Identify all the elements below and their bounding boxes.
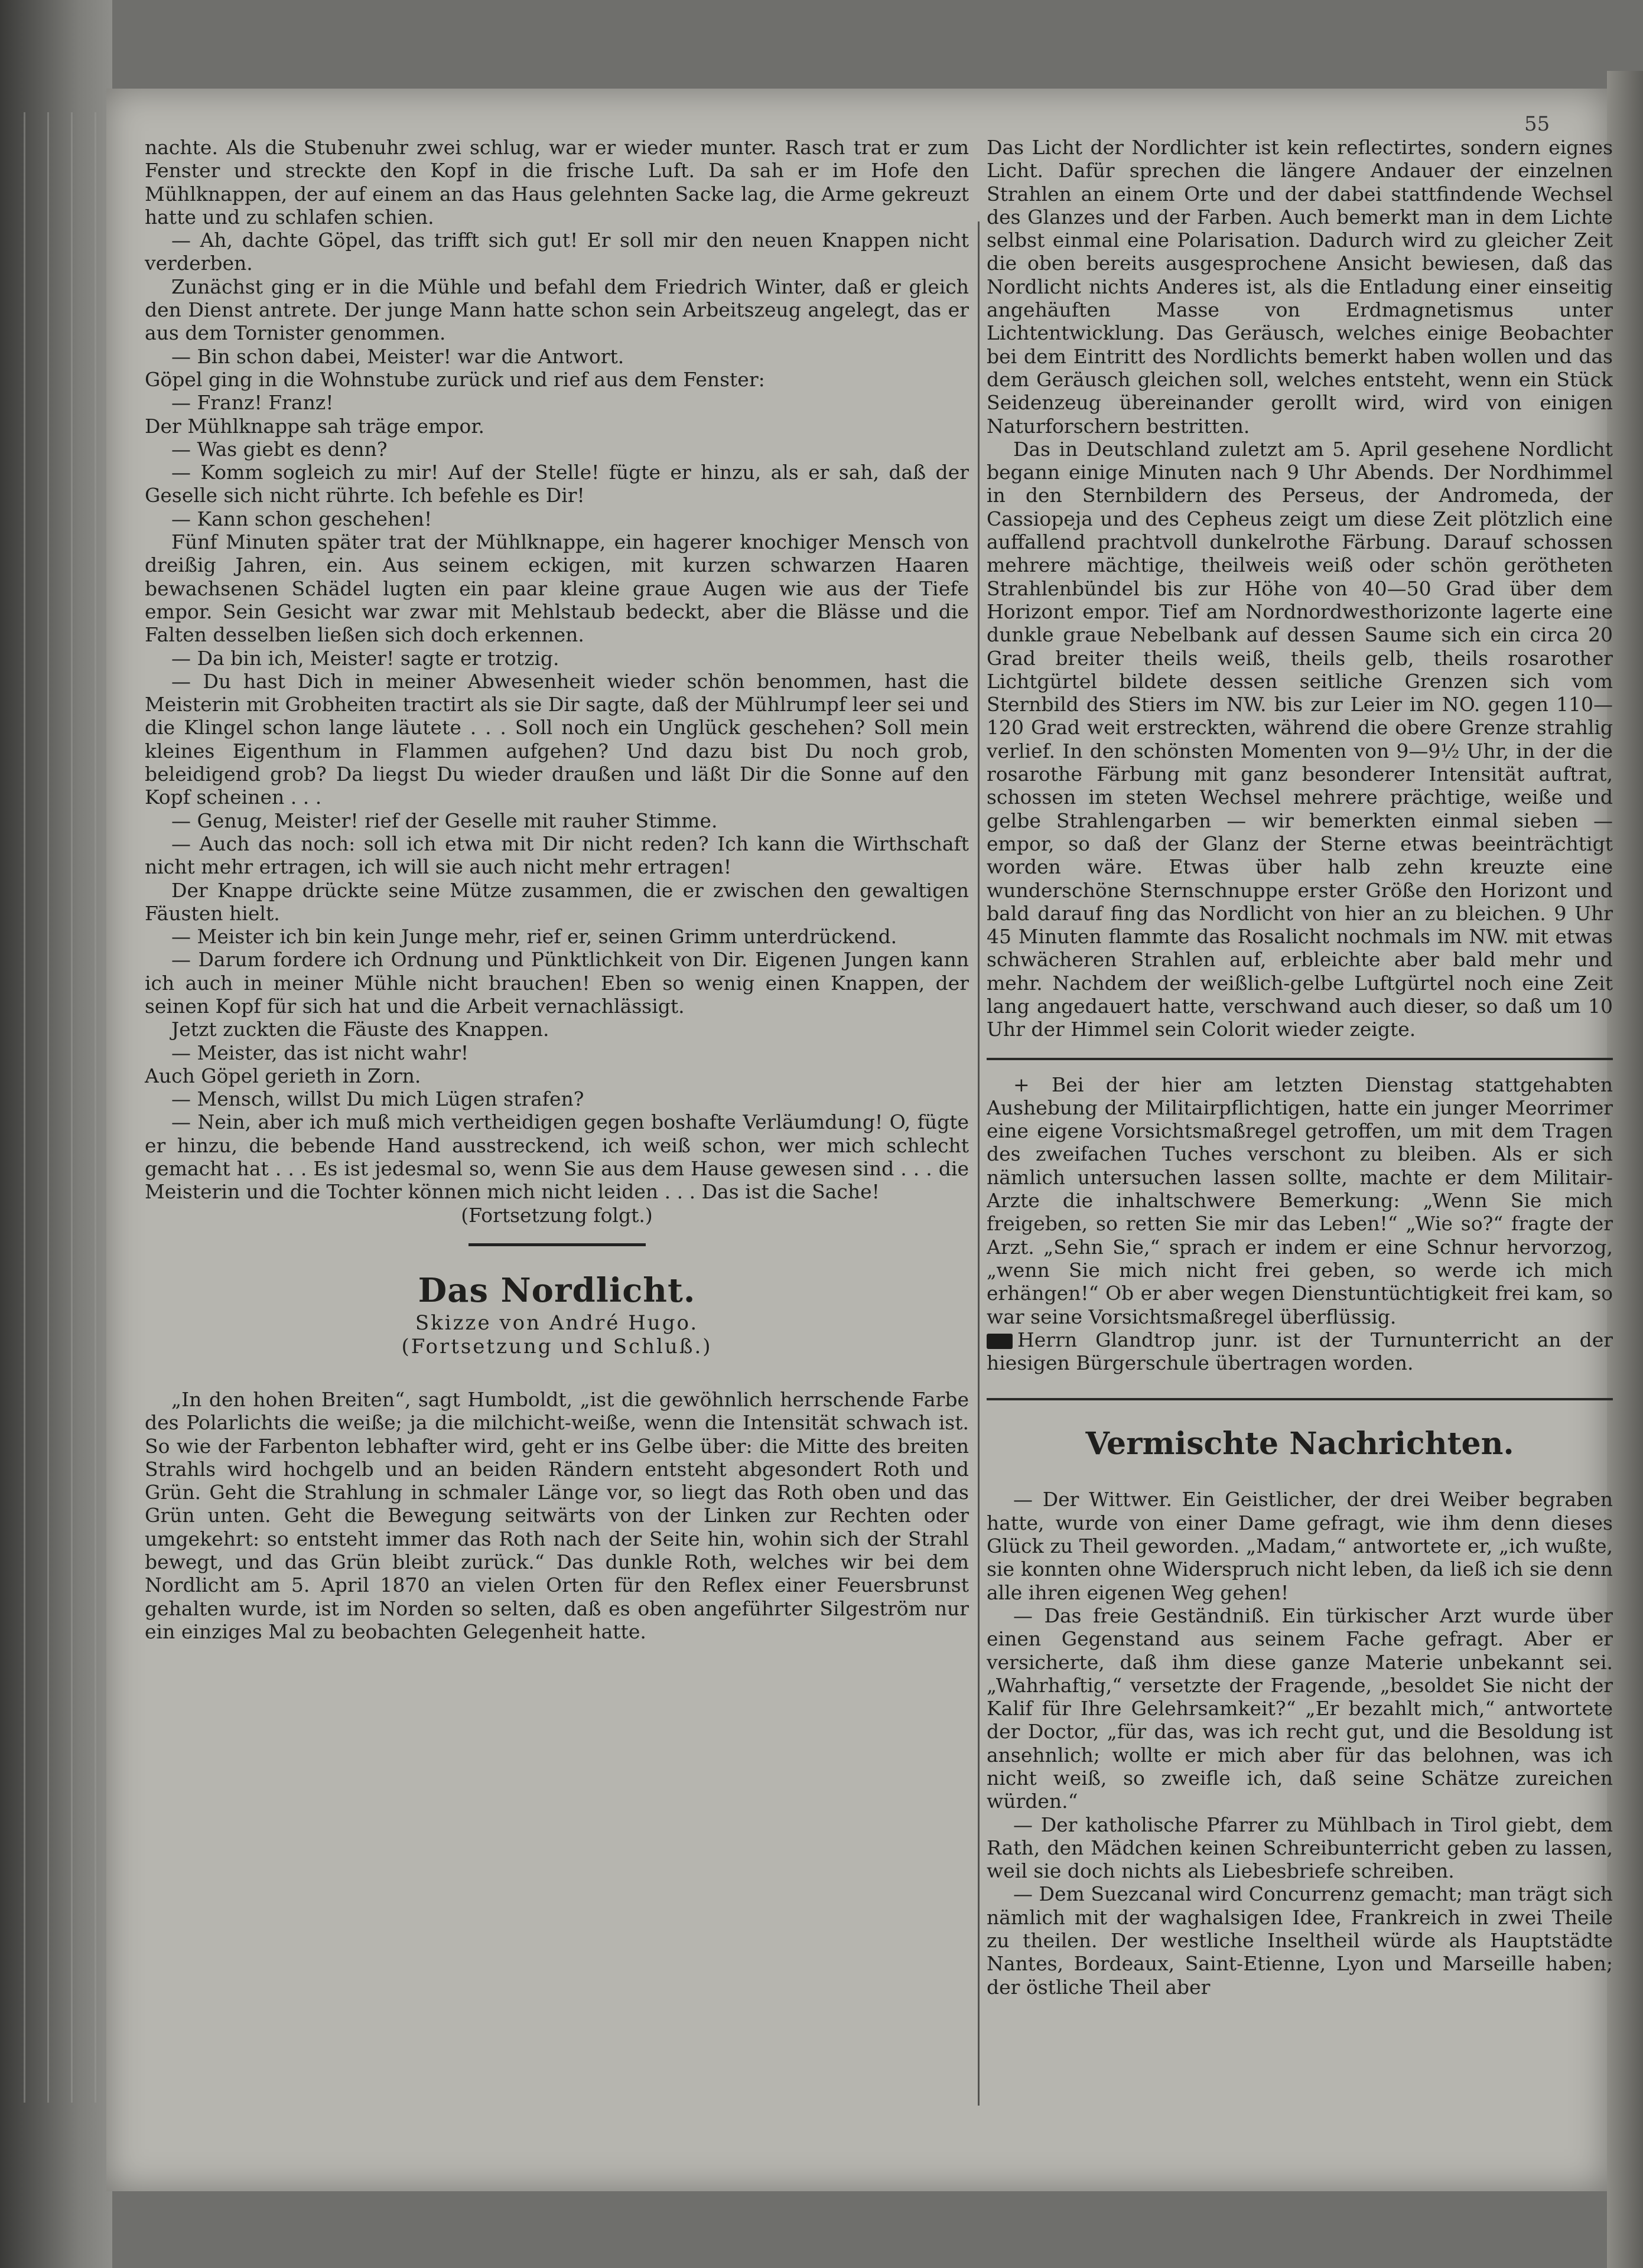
story-paragraph: — Auch das noch: soll ich etwa mit Dir nicht reden? Ich kann die Wirthschaft nicht mehr ertragen, ich will sie auch nicht mehr ertragen! xyxy=(145,832,969,879)
misc-news-item: — Dem Suezcanal wird Concurrenz gemacht; man trägt sich nämlich mit der waghalsigen Idee, Frankreich in zwei Theile zu theilen. Der westliche Inseltheil würde als Hauptstädte Nantes, Bordeaux, Saint-Etienne, Lyon und Marseille haben; der östliche Theil aber xyxy=(987,1882,1613,1999)
story-paragraph: Fünf Minuten später trat der Mühlknappe, ein hagerer knochiger Mensch von dreißig Jahren, ein. Aus seinem eckigen, mit kurzen schwarzen Haaren bewachsenen Schädel lugten ein paar kleine graue Augen wie aus der Tiefe empor. Sein Gesicht war zwar mit Mehlstaub bedeckt, aber die Blässe und die Falten desselben ließen sich doch erkennen. xyxy=(145,530,969,647)
story-paragraph: — Kann schon geschehen! xyxy=(171,507,432,530)
story-paragraph: — Darum fordere ich Ordnung und Pünktlichkeit von Dir. Eigenen Jungen kann ich auch in meiner Mühle nicht brauchen! Eben so wenig einen Knappen, der seinen Kopf für sich hat und die Arbeit vernachlässigt. xyxy=(145,948,969,1018)
story-paragraph: Zunächst ging er in die Mühle und befahl dem Friedrich Winter, daß er gleich den Dienst antrete. Der junge Mann hatte schon sein Arbeitszeug angelegt, das er aus dem Tornister genommen. xyxy=(145,275,969,345)
local-news-item: + Bei der hier am letzten Dienstag stattgehabten Aushebung der Militairpflichtigen, hatte ein junger Meorrimer eine eigene Vorsichtsmaßregel getroffen, um mit dem Tragen des zweifachen Tuches verschont zu bleiben. Als er sich nämlich untersuchen lassen sollte, machte er dem Militair-Arzte die inhaltschwere Bemerkung: „Wenn Sie mich freigeben, so retten Sie mir das Leben!“ „Wie so?“ fragte der Arzt. „Sehn Sie,“ sprach er indem er eine Schnur hervorzog, „wenn Sie mich nicht frei geben, so werde ich mich erhängen!“ Ob er aber wegen Dienstuntüchtigkeit frei kam, so war seine Vorsichtsmaßregel überflüssig. xyxy=(987,1073,1613,1328)
story-paragraph: — Franz! Franz! xyxy=(171,391,334,415)
serial-story xyxy=(145,136,969,1227)
continuation-note: (Fortsetzung folgt.) xyxy=(461,1203,653,1227)
article-title: Das Nordlicht. xyxy=(418,1270,696,1310)
section-title: Vermischte Nachrichten. xyxy=(1085,1426,1514,1462)
story-paragraph: Göpel ging in die Wohnstube zurück und rief aus dem Fenster: xyxy=(145,367,765,391)
article-continuation-note: (Fortsetzung und Schluß.) xyxy=(401,1334,712,1358)
story-paragraph: — Was giebt es denn? xyxy=(171,437,388,461)
story-paragraph: nachte. Als die Stubenuhr zwei schlug, war er wieder munter. Rasch trat er zum Fenster und streckte den Kopf in die frische Luft. Da sah er im Hofe den Mühlknappen, der auf einem an das Haus gelehnten Sacke lag, die Arme gekreuzt hatte und zu schlafen schien. xyxy=(145,136,969,229)
story-paragraph: — Mensch, willst Du mich Lügen strafen? xyxy=(171,1087,584,1111)
story-paragraph: Auch Göpel gerieth in Zorn. xyxy=(145,1064,421,1087)
story-paragraph: — Nein, aber ich muß mich vertheidigen gegen boshafte Verläumdung! O, fügte er hinzu, die bebende Hand ausstreckend, ich weiß schon, wer mich schlecht gemacht hat . . . Es ist jedesmal so, wenn Sie aus dem Hause gewesen sind . . . die Meisterin und die Tochter können mich nicht leiden . . . Das ist die Sache! xyxy=(145,1110,969,1204)
story-paragraph: Der Mühlknappe sah träge empor. xyxy=(145,414,484,438)
section-rule xyxy=(987,1398,1613,1400)
section-rule xyxy=(987,1058,1613,1060)
story-paragraph: Der Knappe drückte seine Mütze zusammen, die er zwischen den gewaltigen Fäusten hielt. xyxy=(145,878,969,925)
local-news-item xyxy=(987,1328,1613,1375)
article-paragraph: Das in Deutschland zuletzt am 5. April gesehene Nordlicht begann einige Minuten nach 9 Uhr Abends. Der Nordhimmel in den Sternbildern des Perseus, der Andromeda, der Cassiopeja und des Cepheus zeigt um diese Zeit plötzlich eine auffallend prachtvoll dunkelrothe Färbung. Darauf schossen mehrere mächtige, theilweis weiß oder schön gerötheten Strahlenbündel bis zur Höhe von 40—50 Grad über dem Horizont empor. Tief am Nordnordwesthorizonte lagerte eine dunkle graue Nebelbank auf dessen Saume sich ein circa 20 Grad breiter theils weiß, theils gelb, theils rosarother Lichtgürtel bildete dessen seitliche Grenzen sich vom Sternbild des Stiers im NW. bis zur Leier im NO. gegen 110—120 Grad weit erstreckten, während die obere Grenze strahlig verlief. In den schönsten Momenten von 9—9½ Uhr, in der die rosarothe Färbung mit ganz besonderer Intensität auftrat, schossen im steten Wechsel mehrere prächtige, weiße und gelbe Strahlengarben — wir bemerkten einmal sieben — empor, so daß der Glanz der Sterne etwas beeinträchtigt worden wäre. Etwas über halb zehn kreuzte eine wunderschöne Sternschnuppe erster Größe den Horizont und bald darauf fing das Nordlicht von hier an zu bleichen. 9 Uhr 45 Minuten flammte das Rosalicht nochmals im NW. mit etwas schwächeren Strahlen auf, erbleichte aber bald mehr und mehr. Nachdem der weißlich-gelbe Luftgürtel noch eine Zeit lang angedauert hatte, verschwand auch dieser, so daß um 10 Uhr der Himmel sein Colorit wieder zeigte. xyxy=(987,437,1613,1041)
story-paragraph: — Bin schon dabei, Meister! war die Antwort. xyxy=(171,344,624,368)
right-column xyxy=(987,136,1613,1999)
section-rule xyxy=(469,1243,646,1246)
pointing-hand-icon xyxy=(987,1334,1013,1349)
misc-news-item: — Das freie Geständniß. Ein türkischer Arzt wurde über einen Gegenstand aus seinem Fache gefragt. Aber er versicherte, daß ihm diese ganze Materie unbekannt sei. „Wahrhaftig,“ versetzte der Fragende, „besoldet Sie nicht der Kalif für Ihre Gelehrsamkeit?“ „Er bezahlt mich,“ antwortete der Doctor, „für das, was ich recht gut, und die Besoldung ist ansehnlich; wollte er mich aber für das belohnen, was ich nicht weiß, so zweifle ich, daß seine Schätze zureichen würden.“ xyxy=(987,1604,1613,1813)
story-paragraph: — Meister, das ist nicht wahr! xyxy=(171,1041,469,1064)
local-news-text: Herrn Glandtrop junr. ist der Turnunterricht an der hiesigen Bürgerschule übertragen worden. xyxy=(987,1328,1613,1375)
story-paragraph: — Du hast Dich in meiner Abwesenheit wieder schön benommen, hast die Meisterin mit Grobheiten tractirt als sie Dir sagte, daß der Mühlrumpf leer sei und die Klingel schon lange läutete . . . Soll noch ein Unglück geschehen? Soll mein kleines Eigenthum in Flammen aufgehen? Und dazu bist Du noch grob, beleidigend grob? Da liegst Du wieder draußen und läßt Dir die Sonne auf den Kopf scheinen . . . xyxy=(145,669,969,809)
book-page-edges xyxy=(0,0,112,2268)
page-number: 55 xyxy=(1524,112,1550,136)
story-paragraph: — Ah, dachte Göpel, das trifft sich gut! Er soll mir den neuen Knappen nicht verderben. xyxy=(145,229,969,275)
article-byline: Skizze von André Hugo. xyxy=(415,1311,699,1335)
article-paragraph: Das Licht der Nordlichter ist kein reflectirtes, sondern eignes Licht. Dafür sprechen die längere Andauer der einzelnen Strahlen an einem Orte und der dabei stattfindende Wechsel des Glanzes und der Farben. Auch bemerkt man in dem Lichte selbst einmal eine Polarisation. Dadurch wird zu gleicher Zeit die oben bereits ausgesprochene Ansicht bewiesen, daß das Nordlicht nichts Anderes ist, als die Entladung einer einseitig angehäuften Masse von Erdmagnetismus unter Lichtentwicklung. Das Geräusch, welches einige Beobachter bei dem Eintritt des Nordlichts bemerkt haben wollen und das dem Geräusch gleichen soll, welches entsteht, wenn ein Stück Seidenzeug übereinander gerollt wird, wird von einigen Naturforschern bestritten. xyxy=(987,136,1613,438)
misc-news-item: — Der katholische Pfarrer zu Mühlbach in Tirol giebt, dem Rath, den Mädchen keinen Schreibunterricht geben zu lassen, weil sie doch nichts als Liebesbriefe schreiben. xyxy=(987,1813,1613,1883)
story-paragraph: — Genug, Meister! rief der Geselle mit rauher Stimme. xyxy=(171,809,718,832)
left-column xyxy=(145,136,969,1643)
story-paragraph: Jetzt zuckten die Fäuste des Knappen. xyxy=(171,1018,549,1041)
story-paragraph: — Da bin ich, Meister! sagte er trotzig. xyxy=(171,646,559,670)
article-paragraph: „In den hohen Breiten“, sagt Humboldt, „ist die gewöhnlich herrschende Farbe des Polarlichts die weiße; ja die milchicht-weiße, wenn die Intensität schwach ist. So wie der Farbenton lebhafter wird, geht er ins Gelbe über: die Mitte des breiten Strahls wird hochgelb und an beiden Rändern entsteht abgesondert Roth und Grün. Geht die Strahlung in schmaler Länge vor, so liegt das Roth oben und das Grün unten. Geht die Bewegung seitwärts von der Linken zur Rechten oder umgekehrt: so entsteht immer das Roth nach der Seite hin, wohin sich der Strahl bewegt, und das Grün bleibt zurück.“ Das dunkle Roth, welches wir bei dem Nordlicht am 5. April 1870 an vielen Orten für den Reflex einer Feuersbrunst gehalten wurde, ist im Norden so selten, daß es oben angeführter Silgeström nur ein einziges Mal zu beobachten Gelegenheit hatte. xyxy=(145,1387,969,1643)
column-divider xyxy=(978,221,980,2106)
misc-news-item: — Der Wittwer. Ein Geistlicher, der drei Weiber begraben hatte, wurde von einer Dame gefragt, wie ihm denn dieses Glück zu Theil geworden. „Madam,“ antwortete er, „ich wußte, sie konnten ohne Widerspruch nicht leben, da ließ ich sie denn alle ihren eigenen Weg gehen! xyxy=(987,1488,1613,1604)
story-paragraph: — Komm sogleich zu mir! Auf der Stelle! fügte er hinzu, als er sah, daß der Geselle sich nicht rührte. Ich befehle es Dir! xyxy=(145,461,969,507)
story-paragraph: — Meister ich bin kein Junge mehr, rief er, seinen Grimm unterdrückend. xyxy=(171,925,897,949)
